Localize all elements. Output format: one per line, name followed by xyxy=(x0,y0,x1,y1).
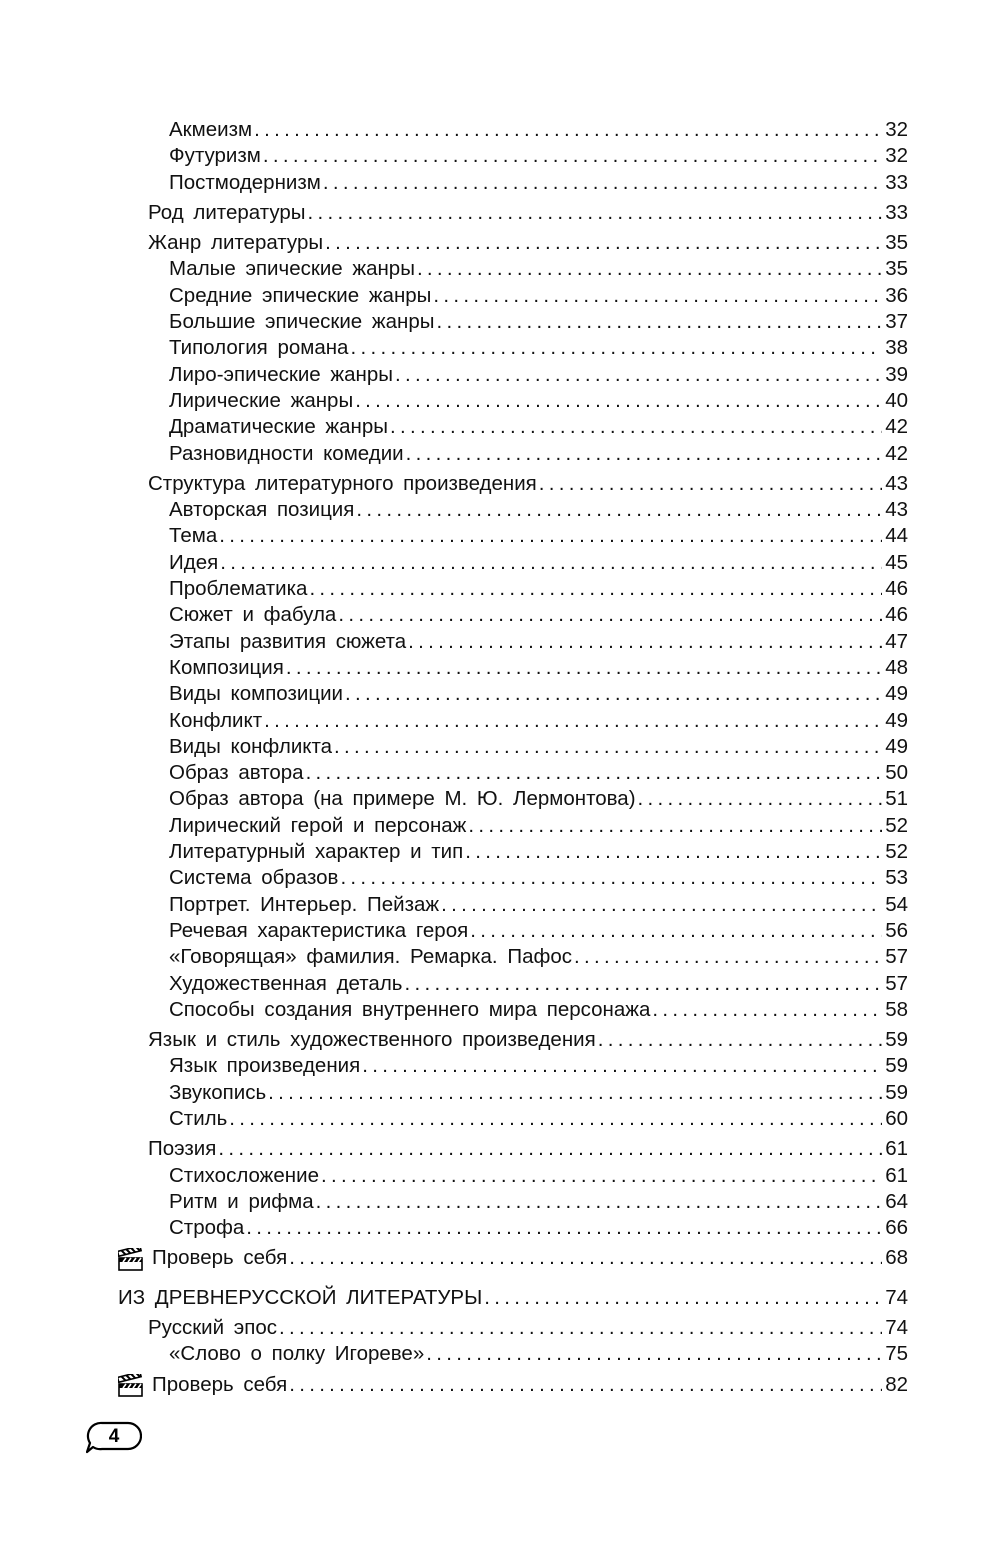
dot-leader xyxy=(264,708,882,734)
toc-entry-title: Поэзия xyxy=(148,1137,217,1161)
dot-leader xyxy=(436,309,882,335)
toc-entry-page: 59 xyxy=(885,1028,908,1052)
toc-entry-title: Виды конфликта xyxy=(169,734,333,758)
toc-entry-title: Проверь себя xyxy=(152,1246,288,1270)
toc-entry-title: Типология романа xyxy=(169,336,349,360)
dot-leader xyxy=(338,602,882,628)
toc-entry-title: Литературный характер и тип xyxy=(169,840,464,864)
dot-leader xyxy=(289,1245,882,1271)
toc-entry-title: Малые эпические жанры xyxy=(169,257,415,281)
toc-entry[interactable] xyxy=(118,629,908,655)
toc-entry-page: 61 xyxy=(885,1137,908,1161)
toc-entry-title: Стиль xyxy=(169,1106,228,1130)
dot-leader xyxy=(356,497,882,523)
toc-entry-title: Разновидности комедии xyxy=(169,441,404,465)
toc-entry-title: Средние эпические жанры xyxy=(169,283,432,307)
toc-entry[interactable] xyxy=(118,1215,908,1241)
toc-entry-title: «Говорящая» фамилия. Ремарка. Пафос xyxy=(169,945,572,969)
dot-leader xyxy=(638,786,883,812)
dot-leader xyxy=(390,414,882,440)
toc-entry-title: Род литературы xyxy=(148,200,306,224)
dot-leader xyxy=(395,362,882,388)
toc-section[interactable] xyxy=(118,1136,908,1162)
toc-entry-page: 60 xyxy=(885,1106,908,1130)
toc-entry-page: 32 xyxy=(885,118,908,141)
toc-entry-page: 59 xyxy=(885,1054,908,1078)
dot-leader xyxy=(408,629,882,655)
toc-entry-title: Тема xyxy=(169,524,218,548)
table-of-contents xyxy=(118,117,908,1398)
toc-entry-title: Жанр литературы xyxy=(148,231,324,255)
toc-entry-title: Авторская позиция xyxy=(169,498,355,522)
toc-entry[interactable] xyxy=(118,143,908,169)
toc-entry[interactable] xyxy=(118,1053,908,1079)
toc-entry-page: 32 xyxy=(885,144,908,168)
toc-entry-title: Лирический герой и персонаж xyxy=(169,813,467,837)
toc-entry[interactable] xyxy=(118,335,908,361)
toc-entry-title: Образ автора xyxy=(169,761,304,785)
toc-entry-page: 56 xyxy=(885,918,908,942)
toc-entry-title: Проверь себя xyxy=(152,1372,288,1396)
dot-leader xyxy=(350,335,882,361)
dot-leader xyxy=(323,170,882,196)
toc-entry-page: 52 xyxy=(885,813,908,837)
toc-entry-page: 54 xyxy=(885,892,908,916)
toc-section[interactable] xyxy=(118,1027,908,1053)
toc-entry-page: 49 xyxy=(885,708,908,732)
dot-leader xyxy=(470,918,882,944)
toc-entry-page: 82 xyxy=(885,1372,908,1396)
toc-entry-title: Структура литературного произведения xyxy=(148,471,537,495)
toc-entry[interactable] xyxy=(118,655,908,681)
dot-leader xyxy=(220,550,882,576)
toc-entry-page: 74 xyxy=(885,1316,908,1340)
toc-entry[interactable] xyxy=(118,734,908,760)
toc-entry-page: 39 xyxy=(885,362,908,386)
toc-entry-title: ИЗ ДРЕВНЕРУССКОЙ ЛИТЕРАТУРЫ xyxy=(118,1285,483,1309)
toc-entry-title: Виды композиции xyxy=(169,682,343,706)
dot-leader xyxy=(325,230,882,256)
toc-entry[interactable] xyxy=(118,441,908,467)
toc-part[interactable] xyxy=(118,1285,908,1311)
toc-entry-title: Язык произведения xyxy=(169,1054,361,1078)
toc-entry[interactable] xyxy=(118,1189,908,1215)
dot-leader xyxy=(334,734,882,760)
toc-entry-page: 53 xyxy=(885,866,908,890)
toc-entry-page: 59 xyxy=(885,1080,908,1104)
toc-entry-page: 46 xyxy=(885,577,908,601)
toc-entry-page: 43 xyxy=(885,498,908,522)
toc-entry[interactable] xyxy=(118,865,908,891)
dot-leader xyxy=(321,1163,882,1189)
dot-leader xyxy=(484,1285,882,1311)
toc-entry-title: Система образов xyxy=(169,866,339,890)
toc-entry-page: 33 xyxy=(885,170,908,194)
toc-entry[interactable] xyxy=(118,1106,908,1132)
toc-entry-title: Конфликт xyxy=(169,708,263,732)
toc-entry-title: Звукопись xyxy=(169,1080,267,1104)
dot-leader xyxy=(279,1315,882,1341)
toc-entry-page: 57 xyxy=(885,971,908,995)
toc-entry-page: 51 xyxy=(885,787,908,811)
dot-leader xyxy=(417,256,882,282)
toc-entry[interactable] xyxy=(118,414,908,440)
toc-entry[interactable] xyxy=(118,362,908,388)
toc-entry-page: 42 xyxy=(885,415,908,439)
toc-entry[interactable] xyxy=(118,1341,908,1367)
toc-section[interactable] xyxy=(118,471,908,497)
toc-entry-page: 37 xyxy=(885,310,908,334)
toc-entry-page: 38 xyxy=(885,336,908,360)
dot-leader xyxy=(465,839,882,865)
dot-leader xyxy=(289,1372,882,1398)
dot-leader xyxy=(309,576,882,602)
toc-entry-title: Лирические жанры xyxy=(169,388,354,412)
toc-entry-page: 46 xyxy=(885,603,908,627)
toc-entry-title: Художественная деталь xyxy=(169,971,403,995)
dot-leader xyxy=(355,388,882,414)
toc-entry-page: 49 xyxy=(885,682,908,706)
toc-entry[interactable] xyxy=(118,681,908,707)
toc-entry[interactable] xyxy=(118,892,908,918)
toc-entry-title: Стихосложение xyxy=(169,1163,319,1187)
toc-entry-page: 68 xyxy=(885,1246,908,1270)
toc-entry[interactable] xyxy=(118,708,908,734)
toc-entry-title: Сюжет и фабула xyxy=(169,603,337,627)
toc-entry[interactable] xyxy=(118,550,908,576)
toc-entry-page: 49 xyxy=(885,734,908,758)
toc-entry[interactable] xyxy=(118,523,908,549)
dot-leader xyxy=(345,681,882,707)
toc-entry[interactable] xyxy=(118,997,908,1023)
toc-entry-page: 42 xyxy=(885,441,908,465)
toc-entry[interactable] xyxy=(118,786,908,812)
toc-entry-page: 50 xyxy=(885,761,908,785)
dot-leader xyxy=(468,813,882,839)
page-number: 4 xyxy=(108,1426,120,1447)
toc-entry-page: 75 xyxy=(885,1342,908,1366)
toc-section[interactable] xyxy=(118,230,908,256)
toc-entry-title: Этапы развития сюжета xyxy=(169,629,407,653)
toc-entry-title: Футуризм xyxy=(169,144,261,168)
dot-leader xyxy=(263,143,882,169)
dot-leader xyxy=(404,971,882,997)
clapperboard-icon xyxy=(118,1248,144,1272)
toc-entry-page: 35 xyxy=(885,257,908,281)
toc-entry-page: 33 xyxy=(885,200,908,224)
toc-entry[interactable] xyxy=(118,1163,908,1189)
toc-entry-title: Проблематика xyxy=(169,577,308,601)
toc-entry[interactable] xyxy=(118,576,908,602)
dot-leader xyxy=(574,944,882,970)
toc-entry-title: Идея xyxy=(169,550,219,574)
toc-entry-page: 48 xyxy=(885,655,908,679)
toc-entry-page: 74 xyxy=(885,1285,908,1309)
toc-entry[interactable] xyxy=(118,971,908,997)
toc-entry[interactable] xyxy=(118,283,908,309)
toc-entry-title: Язык и стиль художественного произведения xyxy=(148,1028,596,1052)
toc-entry[interactable] xyxy=(118,497,908,523)
toc-entry[interactable] xyxy=(118,1080,908,1106)
dot-leader xyxy=(539,471,882,497)
toc-entry[interactable] xyxy=(118,170,908,196)
toc-entry[interactable] xyxy=(118,602,908,628)
dot-leader xyxy=(219,523,882,549)
toc-entry-page: 52 xyxy=(885,840,908,864)
dot-leader xyxy=(218,1136,882,1162)
dot-leader xyxy=(306,760,883,786)
toc-entry[interactable] xyxy=(118,813,908,839)
dot-leader xyxy=(246,1215,882,1241)
toc-entry[interactable] xyxy=(118,309,908,335)
toc-entry-title: Способы создания внутреннего мира персонажа xyxy=(169,997,651,1021)
toc-entry[interactable] xyxy=(118,256,908,282)
dot-leader xyxy=(316,1189,883,1215)
dot-leader xyxy=(286,655,882,681)
toc-entry-page: 40 xyxy=(885,388,908,412)
toc-entry-page: 44 xyxy=(885,524,908,548)
toc-entry-page: 43 xyxy=(885,471,908,495)
toc-entry-title: Портрет. Интерьер. Пейзаж xyxy=(169,892,440,916)
toc-self-check[interactable] xyxy=(118,1372,908,1398)
toc-entry-page: 47 xyxy=(885,629,908,653)
toc-entry-page: 57 xyxy=(885,945,908,969)
toc-entry-title: Постмодернизм xyxy=(169,170,321,194)
toc-self-check[interactable] xyxy=(118,1245,908,1271)
dot-leader xyxy=(254,117,882,143)
toc-entry-page: 58 xyxy=(885,997,908,1021)
dot-leader xyxy=(652,997,882,1023)
dot-leader xyxy=(362,1053,882,1079)
toc-entry-title: Образ автора (на примере М. Ю. Лермонтова) xyxy=(169,787,636,811)
dot-leader xyxy=(406,441,883,467)
dot-leader xyxy=(307,200,882,226)
toc-entry[interactable] xyxy=(118,117,908,143)
dot-leader xyxy=(598,1027,882,1053)
dot-leader xyxy=(340,865,882,891)
toc-entry-title: Композиция xyxy=(169,655,284,679)
toc-entry[interactable] xyxy=(118,944,908,970)
toc-entry-page: 64 xyxy=(885,1189,908,1213)
toc-entry-title: Ритм и рифма xyxy=(169,1189,314,1213)
dot-leader xyxy=(268,1080,882,1106)
dot-leader xyxy=(441,892,882,918)
toc-entry[interactable] xyxy=(118,918,908,944)
toc-entry-title: Лиро-эпические жанры xyxy=(169,362,393,386)
dot-leader xyxy=(229,1106,882,1132)
toc-entry-page: 66 xyxy=(885,1216,908,1240)
toc-entry-title: Строфа xyxy=(169,1216,245,1240)
toc-entry[interactable] xyxy=(118,839,908,865)
toc-entry[interactable] xyxy=(118,760,908,786)
toc-entry-title: Русский эпос xyxy=(148,1316,277,1340)
toc-section[interactable] xyxy=(118,200,908,226)
dot-leader xyxy=(426,1341,882,1367)
toc-entry-page: 36 xyxy=(885,283,908,307)
toc-entry-page: 61 xyxy=(885,1163,908,1187)
toc-entry-title: «Слово о полку Игореве» xyxy=(169,1342,425,1366)
toc-entry-title: Речевая характеристика героя xyxy=(169,918,469,942)
clapperboard-icon xyxy=(118,1374,144,1398)
dot-leader xyxy=(433,283,882,309)
toc-entry-page: 45 xyxy=(885,550,908,574)
toc-section[interactable] xyxy=(118,1315,908,1341)
toc-entry-title: Акмеизм xyxy=(169,118,253,141)
toc-entry-page: 35 xyxy=(885,231,908,255)
toc-entry-title: Большие эпические жанры xyxy=(169,310,435,334)
toc-entry[interactable] xyxy=(118,388,908,414)
toc-entry-title: Драматические жанры xyxy=(169,415,388,439)
